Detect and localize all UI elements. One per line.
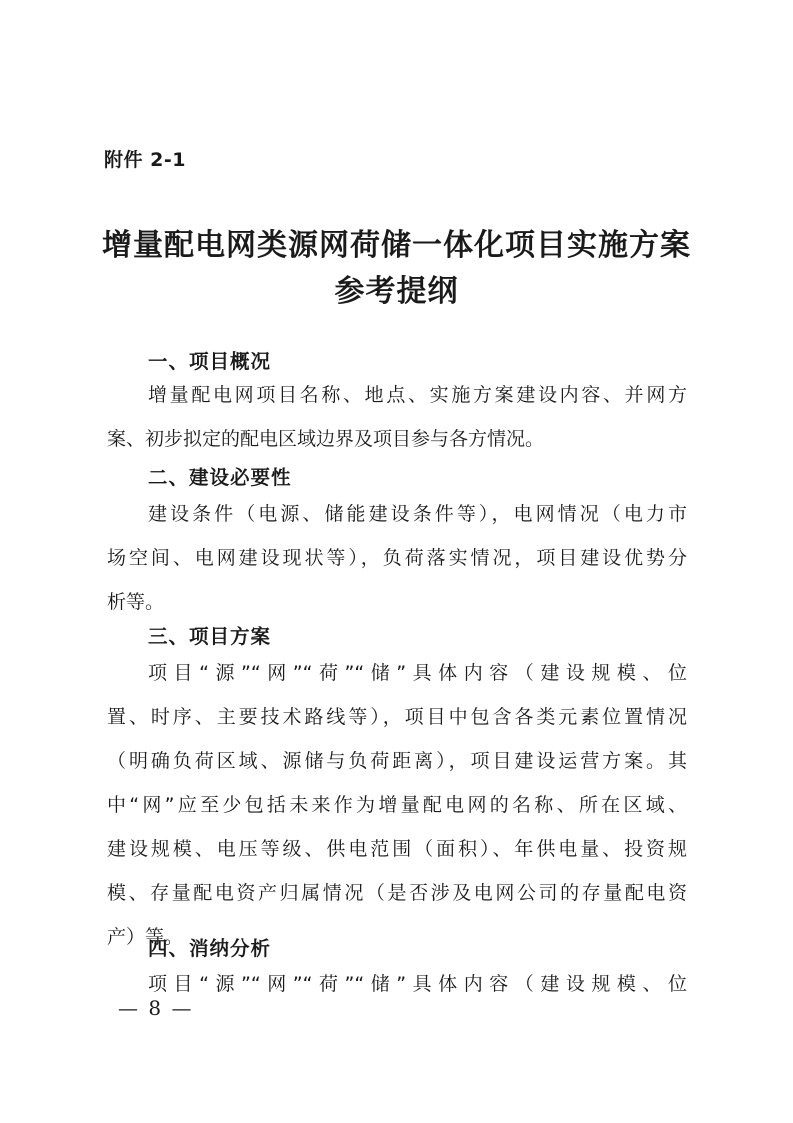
body-line: 产）等。 — [107, 926, 184, 948]
body-line: 场空间、电网建设现状等），负荷落实情况，项目建设优势分 — [107, 547, 687, 569]
body-line: 项目“源”“网”“荷”“储”具体内容（建设规模、位 — [148, 662, 687, 684]
body-line: 建设规模、电压等级、供电范围（面积）、年供电量、投资规 — [107, 838, 687, 860]
section-heading-plan: 三、项目方案 — [148, 625, 272, 648]
body-line: 项目“源”“网”“荷”“储”具体内容（建设规模、位 — [148, 973, 687, 995]
body-line: 建设条件（电源、储能建设条件等），电网情况（电力市 — [148, 503, 687, 525]
section-heading-necessity: 二、建设必要性 — [148, 466, 292, 489]
document-title-line-2: 参考提纲 — [334, 274, 459, 309]
section-heading-consumption: 四、消纳分析 — [148, 937, 272, 960]
section-body-overview — [107, 373, 687, 461]
attachment-label: 附件 2-1 — [104, 149, 186, 171]
body-line: 析等。 — [107, 591, 165, 613]
body-line: 置、时序、主要技术路线等），项目中包含各类元素位置情况 — [107, 706, 687, 728]
document-title-line-1: 增量配电网类源网荷储一体化项目实施方案 — [102, 228, 691, 263]
section-body-necessity — [107, 492, 687, 624]
body-line: 增量配电网项目名称、地点、实施方案建设内容、并网方 — [148, 384, 687, 406]
section-body-plan — [107, 651, 687, 959]
section-heading-overview: 一、项目概况 — [148, 350, 272, 373]
body-line: 模、存量配电资产归属情况（是否涉及电网公司的存量配电资 — [107, 882, 687, 904]
section-body-consumption — [107, 962, 687, 1006]
body-line: （明确负荷区域、源储与负荷距离），项目建设运营方案。其 — [107, 750, 687, 772]
body-line: 案、初步拟定的配电区域边界及项目参与各方情况。 — [107, 428, 545, 450]
body-line: 中“网”应至少包括未来作为增量配电网的名称、所在区域、 — [107, 794, 687, 816]
page-number: — 8 — — [118, 996, 194, 1020]
